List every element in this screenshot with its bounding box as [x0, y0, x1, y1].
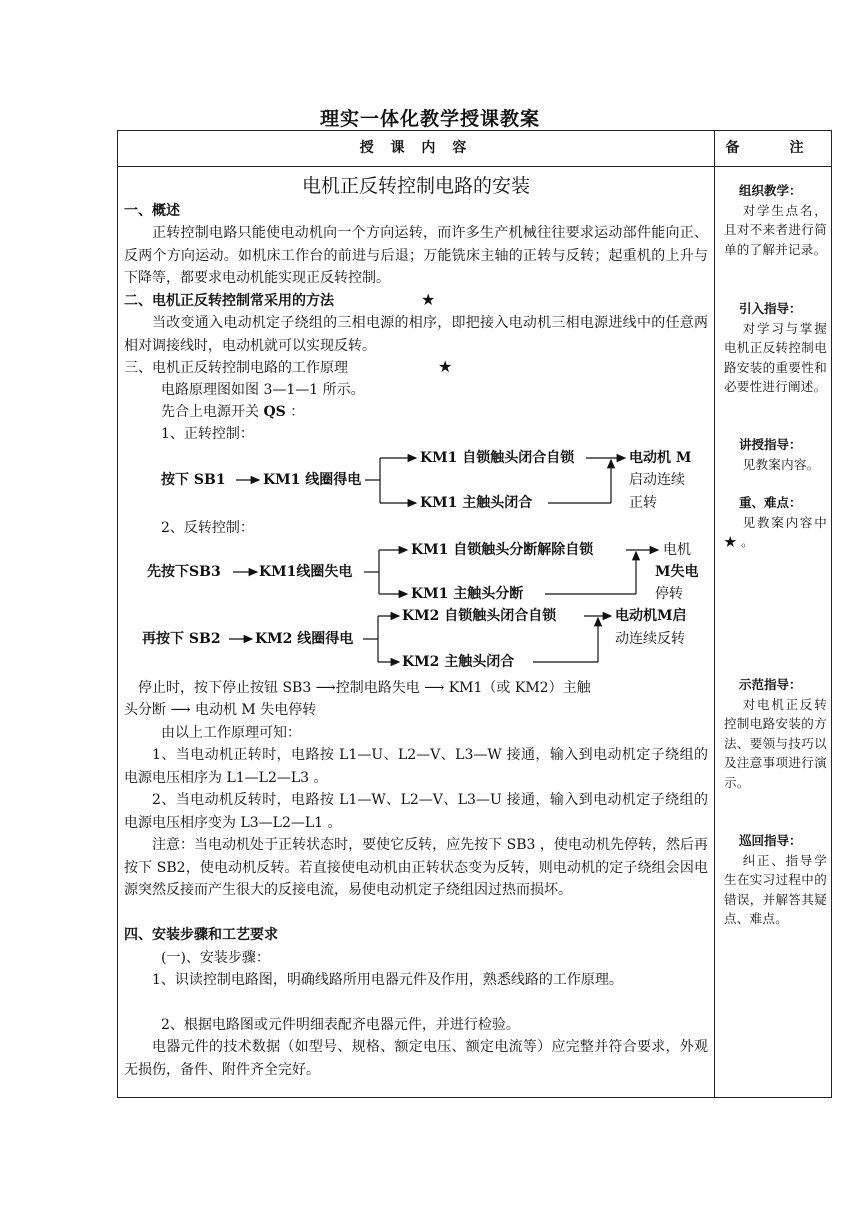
rev-start-result-1: 电动机M启: [615, 608, 687, 624]
section-3-heading: 三、电机正反转控制电路的工作原理: [124, 360, 348, 376]
summary-forward: 1、当电动机正转时，电路按 L1—U、L2—V、L3—W 接通，输入到电动机定子绕组的电源电压相序为 L1—L2—L3 。: [124, 747, 708, 786]
note-tour-guidance: [717, 831, 829, 929]
note-body: 见教案内容。: [742, 456, 820, 472]
note-heading: 重、难点：: [739, 495, 802, 510]
summary-intro: 由以上工作原理可知：: [161, 725, 301, 741]
fwd-start: 按下 SB1: [161, 472, 226, 488]
lesson-plan-table: [117, 130, 832, 1098]
component-requirements: 电器元件的技术数据（如型号、规格、额定电压、额定电流等）应完整并符合要求，外观无损伤，备件、附件齐全完好。: [124, 1039, 708, 1078]
doc-title: 理实一体化教学授课教案: [319, 108, 540, 130]
note-body: 对电机正反转控制电路安装的方法、要领与技巧以及注意事项进行演示。: [724, 696, 827, 790]
rev-start-coil: KM2 线圈得电: [255, 631, 354, 647]
note-heading: 组织教学：: [739, 183, 802, 198]
key-point-star: ★: [421, 290, 436, 309]
fwd-result-3: 正转: [629, 495, 657, 511]
rev-stop-coil: KM1线圈失电: [259, 564, 353, 580]
caution-paragraph: 注意：当电动机处于正转状态时，要使它反转，应先按下 SB3 ，使电动机先停转，然后再按下 SB2，使电动机反转。若直接使电动机由正转状态变为反转，则电动机的定子绕组会因电源突然反接而产生很大的反接电流，易使电动机定子绕组因过热而损坏。: [124, 837, 708, 898]
power-switch-label: QS: [263, 404, 286, 420]
note-demonstration: [717, 675, 829, 792]
section-2-heading: 二、电机正反转控制常采用的方法: [124, 293, 334, 309]
note-body: 见教案内容中 ★ 。: [724, 514, 827, 549]
note-heading: 引入指导：: [739, 301, 802, 316]
notes-column-header: 备 注: [725, 140, 822, 156]
note-heading: 示范指导：: [739, 677, 802, 692]
rev-stop-bottom-branch: KM1 主触头分断: [411, 586, 524, 602]
stop-line-1: 停止时，按下停止按钮 SB3 ⟶控制电路失电 ⟶ KM1（或 KM2）主触: [138, 680, 591, 696]
fwd-coil: KM1 线圈得电: [263, 472, 362, 488]
note-introduce: [717, 299, 829, 397]
note-organize: [717, 181, 829, 259]
fwd-result-1: 电动机 M: [629, 450, 692, 466]
rev-stop-result-3: 停转: [655, 586, 683, 602]
step-1: 1、识读控制电路图，明确线路所用电器元件及作用，熟悉线路的工作原理。: [152, 972, 623, 988]
note-heading: 讲授指导：: [739, 437, 802, 452]
content-column-header: 授 课 内 容: [359, 140, 473, 156]
fwd-top-branch: KM1 自锁触头闭合自锁: [420, 450, 575, 466]
note-body: 对学习与掌握电机正反转控制电路安装的重要性和必要性进行阐述。: [724, 320, 827, 394]
step-2: 2、根据电路图或元件明细表配齐电器元件，并进行检验。: [161, 1017, 520, 1033]
note-body: 对学生点名，且对不来者进行简单的了解并记录。: [724, 202, 827, 257]
rev-stop-result-2: M失电: [655, 564, 699, 580]
section-4-subheading: (一)、安装步骤：: [161, 950, 270, 966]
note-lecture: [717, 435, 829, 474]
diagram-reference: 电路原理图如图 3—1—1 所示。: [161, 382, 365, 398]
power-switch-text: 先合上电源开关: [161, 404, 264, 420]
rev-stop-result-1: 电机: [663, 542, 691, 558]
rev-stop-start: 先按下SB3: [147, 564, 221, 580]
lesson-title: 电机正反转控制电路的安装: [301, 175, 530, 197]
section-2-paragraph: 当改变通入电动机定子绕组的三相电源的相序，即把接入电动机三相电源进线中的任意两相对调接线时，电动机就可以实现反转。: [124, 315, 708, 354]
note-body: 纠正、指导学生在实习过程中的错误，并解答其疑点、难点。: [724, 852, 827, 926]
rev-start-start: 再按下 SB2: [142, 631, 221, 647]
fwd-result-2: 启动连续: [629, 472, 685, 488]
column-divider: [714, 131, 715, 1097]
note-heading: 巡回指导：: [739, 833, 802, 848]
stop-line-2: 头分断 ⟶ 电动机 M 失电停转: [124, 702, 317, 718]
fwd-bottom-branch: KM1 主触头闭合: [420, 495, 533, 511]
section-1-paragraph: 正转控制电路只能使电动机向一个方向运转，而许多生产机械往往要求运动部件能向正、反两个方向运动。如机床工作台的前进与后退；万能铣床主轴的正转与反转；起重机的上升与下降等，都要求电动机能实现正反转控制。: [124, 225, 708, 286]
rev-start-top-branch: KM2 自锁触头闭合自锁: [402, 608, 557, 624]
reverse-control-label: 2、反转控制：: [161, 520, 254, 536]
power-switch-colon: ：: [285, 404, 305, 420]
flow-arrows: [118, 167, 714, 687]
rev-stop-top-branch: KM1 自锁触头分断解除自锁: [411, 542, 594, 558]
summary-reverse: 2、当电动机反转时，电路按 L1—W、L2—V、L3—U 接通，输入到电动机定子绕组的电源电压相序变为 L3—L2—L1 。: [124, 792, 708, 831]
rev-start-result-2: 动连续反转: [615, 631, 685, 647]
section-4-heading: 四、安装步骤和工艺要求: [124, 927, 278, 943]
key-point-star: ★: [438, 357, 453, 376]
forward-control-label: 1、正转控制：: [161, 426, 254, 442]
rev-start-bottom-branch: KM2 主触头闭合: [402, 654, 515, 670]
note-key-points: [717, 493, 829, 552]
section-1-heading: 一、概述: [124, 203, 180, 219]
